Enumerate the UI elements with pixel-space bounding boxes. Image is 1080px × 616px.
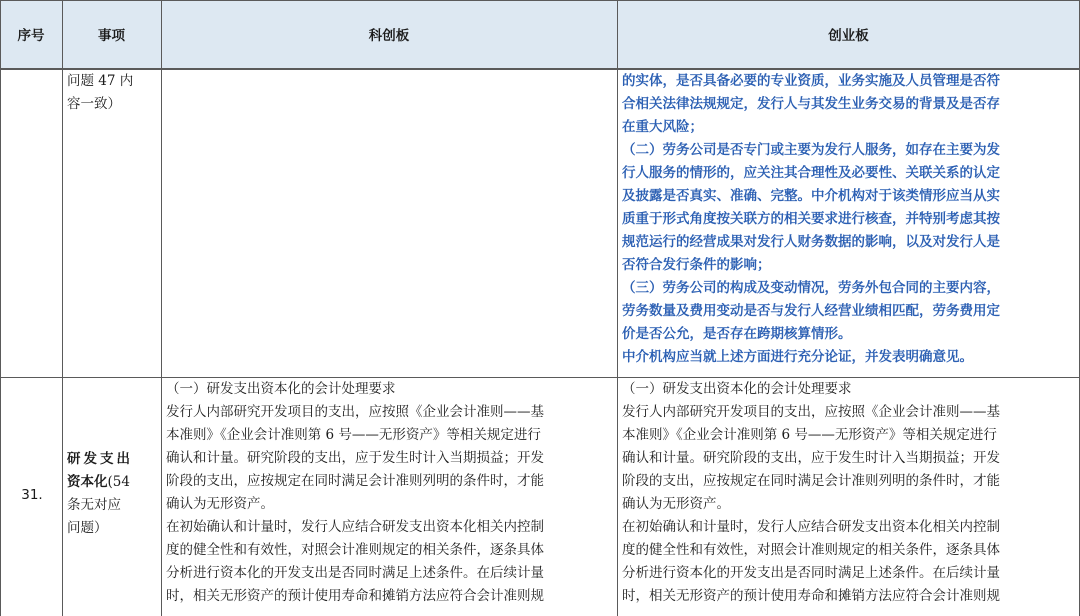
row2-chinext-line: 时，相关无形资产的预计使用寿命和摊销方法应符合会计准则规 — [622, 588, 1000, 604]
row2-star-line: 本准则》《企业会计准则第 6 号——无形资产》等相关规定进行 — [166, 427, 541, 443]
row2-item-title: 资本化 — [67, 474, 108, 490]
row-divider — [0, 377, 1080, 378]
column-divider — [62, 0, 63, 616]
row1-chinext-line: 中介机构应当就上述方面进行充分论证，并发表明确意见。 — [622, 349, 973, 365]
row2-chinext-line: （一）研发支出资本化的会计处理要求 — [622, 381, 852, 397]
row1-chinext-line: 及披露是否真实、准确、完整。中介机构对于该类情形应当从实 — [622, 188, 1000, 204]
row1-chinext-line: 的实体，是否具备必要的专业资质，业务实施及人员管理是否符 — [622, 73, 1000, 89]
row2-chinext-line: 发行人内部研究开发项目的支出，应按照《企业会计准则——基 — [622, 404, 1000, 420]
row2-star-line: 确认为无形资产。 — [166, 496, 274, 512]
row2-star-line: 阶段的支出，应按规定在同时满足会计准则列明的条件时，才能 — [166, 473, 544, 489]
row1-item-line-1: 问题 47 内 — [67, 73, 134, 89]
table-border-left — [0, 0, 1, 616]
row1-item-cell — [67, 70, 155, 130]
row2-item-cell — [67, 448, 155, 548]
row1-chinext-line: 质重于形式角度按关联方的相关要求进行核查，并特别考虑其按 — [622, 211, 1000, 227]
row2-star-market-cell — [166, 378, 614, 616]
row2-chinext-line: 本准则》《企业会计准则第 6 号——无形资产》等相关规定进行 — [622, 427, 997, 443]
row2-chinext-line: 分析进行资本化的开发支出是否同时满足上述条件。在后续计量 — [622, 565, 1000, 581]
row1-chinext-cell — [622, 70, 1074, 378]
row1-chinext-line: （三）劳务公司的构成及变动情况，劳务外包合同的主要内容， — [622, 280, 1000, 296]
row2-star-line: 在初始确认和计量时，发行人应结合研发支出资本化相关内控制 — [166, 519, 544, 535]
row2-chinext-line: 确认和计量。研究阶段的支出，应于发生时计入当期损益；开发 — [622, 450, 1000, 466]
row2-star-line: 确认和计量。研究阶段的支出，应于发生时计入当期损益；开发 — [166, 450, 544, 466]
row2-chinext-line: 在初始确认和计量时，发行人应结合研发支出资本化相关内控制 — [622, 519, 1000, 535]
header-divider — [0, 68, 1080, 70]
row2-chinext-line: 度的健全性和有效性，对照会计准则规定的相关条件，逐条具体 — [622, 542, 1000, 558]
column-divider — [617, 0, 618, 616]
row1-chinext-line: 合相关法律法规规定，发行人与其发生业务交易的背景及是否存 — [622, 96, 1000, 112]
row2-star-line: （一）研发支出资本化的会计处理要求 — [166, 381, 396, 397]
header-no: 序号 — [0, 0, 62, 68]
row1-item-line-2: 容一致） — [67, 96, 121, 112]
header-star-market: 科创板 — [161, 0, 617, 68]
row2-chinext-line: 确认为无形资产。 — [622, 496, 730, 512]
row2-star-line: 度的健全性和有效性，对照会计准则规定的相关条件，逐条具体 — [166, 542, 544, 558]
row2-chinext-line: 阶段的支出，应按规定在同时满足会计准则列明的条件时，才能 — [622, 473, 1000, 489]
row1-chinext-line: 价是否公允，是否存在跨期核算情形。 — [622, 326, 852, 342]
header-chinext: 创业板 — [617, 0, 1080, 68]
row2-item-note: 问题） — [67, 520, 108, 536]
row1-chinext-line: 劳务数量及费用变动是否与发行人经营业绩相匹配，劳务费用定 — [622, 303, 1000, 319]
row1-chinext-line: 否符合发行条件的影响； — [622, 257, 771, 273]
row1-chinext-line: （二）劳务公司是否专门或主要为发行人服务，如存在主要为发 — [622, 142, 1000, 158]
row2-item-title: 研发支出 — [67, 451, 133, 467]
table-border-top — [0, 0, 1080, 1]
row1-chinext-line: 规范运行的经营成果对发行人财务数据的影响，以及对发行人是 — [622, 234, 1000, 250]
header-item: 事项 — [62, 0, 161, 68]
row1-chinext-line: 在重大风险； — [622, 119, 703, 135]
row2-star-line: 发行人内部研究开发项目的支出，应按照《企业会计准则——基 — [166, 404, 544, 420]
row1-chinext-line: 行人服务的情形的，应关注其合理性及必要性、关联关系的认定 — [622, 165, 1000, 181]
row2-star-line: 时，相关无形资产的预计使用寿命和摊销方法应符合会计准则规 — [166, 588, 544, 604]
row2-star-line: 分析进行资本化的开发支出是否同时满足上述条件。在后续计量 — [166, 565, 544, 581]
column-divider — [161, 0, 162, 616]
row2-no: 31. — [21, 487, 43, 503]
row2-chinext-cell — [622, 378, 1074, 616]
row2-item-note: (54 — [107, 474, 130, 490]
row2-item-note: 条无对应 — [67, 497, 121, 513]
